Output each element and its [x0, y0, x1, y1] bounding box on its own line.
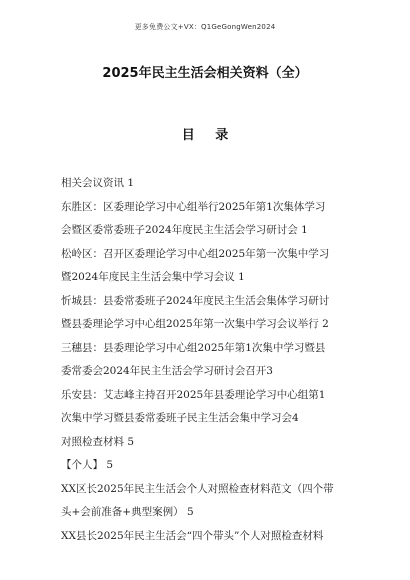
- toc-entry-text: XX县长2025年民主生活会“四个带头”个人对照检查材料: [61, 529, 324, 542]
- toc-entry[interactable]: [61, 219, 353, 243]
- toc-page-number: 1: [127, 177, 135, 189]
- document-title: 2025年民主生活会相关资料（全）: [102, 66, 308, 81]
- toc-page-number: 5: [186, 506, 194, 518]
- toc-entry-text: 委常委会2024年民主生活会学习研讨会召开: [61, 365, 267, 377]
- toc-entry[interactable]: [61, 525, 353, 549]
- toc-entry-text: 三穗县：县委理论学习中心组2025年第1次集中学习暨县: [61, 341, 326, 354]
- toc-page-number: 3: [266, 365, 273, 377]
- toc-entry-text: 头+会前准备+典型案例）: [61, 506, 187, 518]
- toc-entry[interactable]: [61, 290, 353, 314]
- toc-page-number: 5: [106, 459, 114, 471]
- toc-entry[interactable]: [61, 454, 353, 478]
- toc-entry-text: 乐安县：艾志峰主持召开2025年县委理论学习中心组第1: [61, 388, 326, 401]
- toc-entry-text: 暨2024年度民主生活会集中学习会议: [61, 271, 239, 283]
- toc-page-number: 5: [127, 435, 135, 448]
- toc-entry-text: 次集中学习暨县委常委班子民主生活会集中学习会: [61, 412, 292, 424]
- toc-entry[interactable]: [61, 360, 353, 384]
- toc-entry[interactable]: [61, 337, 353, 361]
- toc-entry-text: 忻城县：县委常委班子2024年度民主生活会集体学习研讨: [61, 294, 330, 307]
- toc-entry[interactable]: [61, 266, 353, 290]
- toc-entry[interactable]: [61, 407, 353, 431]
- toc-page-number: 2: [322, 318, 329, 330]
- toc-page-number: 1: [301, 224, 308, 236]
- toc-entry-text: 对照检查材料: [61, 435, 128, 448]
- toc-entry[interactable]: [61, 243, 353, 267]
- toc-entry-text: 【个人】: [61, 459, 107, 471]
- toc-page-number: 4: [292, 412, 299, 424]
- toc-entry[interactable]: [61, 431, 353, 455]
- toc-entry-text: 暨县委理论学习中心组2025年第一次集中学习会议举行: [61, 318, 323, 330]
- toc-entry[interactable]: [61, 172, 353, 196]
- toc-entry-text: 东胜区：区委理论学习中心组举行2025年第1次集体学习: [61, 200, 326, 213]
- toc-entry[interactable]: [61, 501, 353, 525]
- toc-entry-text: 相关会议资讯: [61, 177, 128, 189]
- toc-entry[interactable]: [61, 313, 353, 337]
- toc-entry-text: 松岭区：召开区委理论学习中心组2025年第一次集中学习: [61, 247, 330, 260]
- toc-entry[interactable]: [61, 384, 353, 408]
- header-note: 更多免费公文+VX：Q1GeGongWen2024: [134, 23, 276, 31]
- toc-entry[interactable]: [61, 196, 353, 220]
- toc-entry-text: 会暨区委常委班子2024年度民主生活会学习研讨会: [61, 224, 302, 236]
- toc-entry-text: XX区长2025年民主生活会个人对照检查材料范文（四个带: [61, 482, 334, 495]
- toc-entry[interactable]: [61, 478, 353, 502]
- toc-page-number: 1: [238, 271, 245, 283]
- toc-heading: 目 录: [181, 128, 237, 143]
- table-of-contents: [61, 172, 353, 548]
